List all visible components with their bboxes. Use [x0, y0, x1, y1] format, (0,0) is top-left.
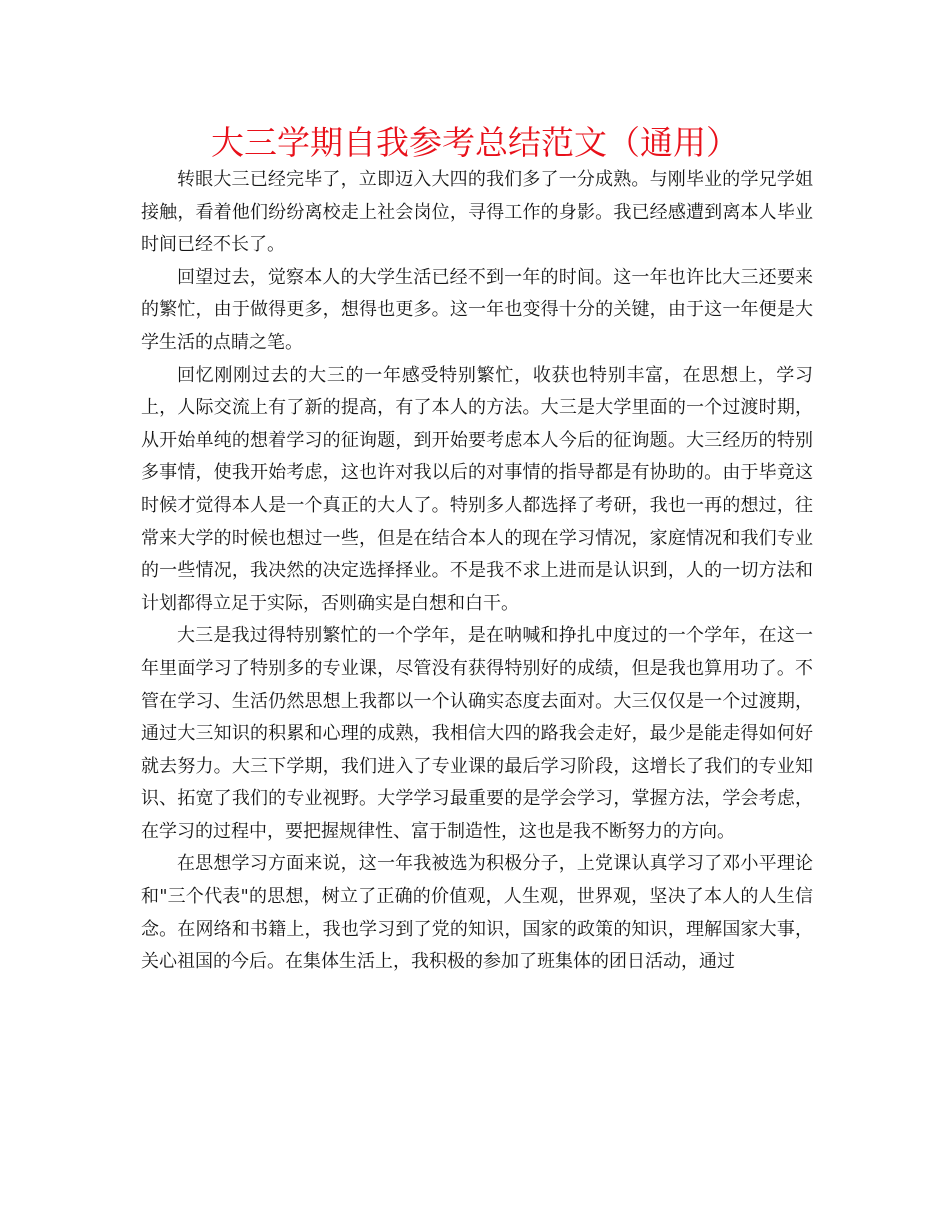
paragraph: 在思想学习方面来说，这一年我被选为积极分子，上党课认真学习了邓小平理论和"三个代表"的思想，树立了正确的价值观，人生观，世界观，坚决了本人的人生信念。在网络和书籍上，我也学习到了党的知识，国家的政策的知识，理解国家大事，关心祖国的今后。在集体生活上，我积极的参加了班集体的团日活动，通过: [141, 853, 813, 973]
paragraph: 大三是我过得特别繁忙的一个学年，是在呐喊和挣扎中度过的一个学年，在这一年里面学习了特别多的专业课，尽管没有获得特别好的成绩，但是我也算用功了。不管在学习、生活仍然思想上我都以一个认确实态度去面对。大三仅仅是一个过渡期，通过大三知识的积累和心理的成熟，我相信大四的路我会走好，最少是能走得如何好就去努力。大三下学期，我们进入了专业课的最后学习阶段，这增长了我们的专业知识、拓宽了我们的专业视野。大学学习最重要的是学会学习，掌握方法，学会考虑，在学习的过程中，要把握规律性、富于制造性，这也是我不断努力的方向。: [141, 625, 813, 842]
paragraph: 回望过去，觉察本人的大学生活已经不到一年的时间。这一年也许比大三还要来的繁忙，由于做得更多，想得也更多。这一年也变得十分的关键，由于这一年便是大学生活的点睛之笔。: [141, 266, 813, 353]
paragraph: 转眼大三已经完毕了，立即迈入大四的我们多了一分成熟。与刚毕业的学兄学姐接触，看着他们纷纷离校走上社会岗位，寻得工作的身影。我已经感遭到离本人毕业时间已经不长了。: [141, 169, 813, 256]
paragraph: 回忆刚刚过去的大三的一年感受特别繁忙，收获也特别丰富，在思想上，学习上，人际交流上有了新的提高，有了本人的方法。大三是大学里面的一个过渡时期，从开始单纯的想着学习的征询题，到开始要考虑本人今后的征询题。大三经历的特别多事情，使我开始考虑，这也许对我以后的对事情的指导都是有协助的。由于毕竟这时候才觉得本人是一个真正的大人了。特别多人都选择了考研，我也一再的想过，往常来大学的时候也想过一些，但是在结合本人的现在学习情况，家庭情况和我们专业的一些情况，我决然的决定选择择业。不是我不求上进而是认识到，人的一切方法和计划都得立足于实际，否则确实是白想和白干。: [141, 364, 813, 614]
document-title: 大三学期自我参考总结范文（通用）: [211, 123, 739, 162]
document-body: [141, 164, 813, 979]
